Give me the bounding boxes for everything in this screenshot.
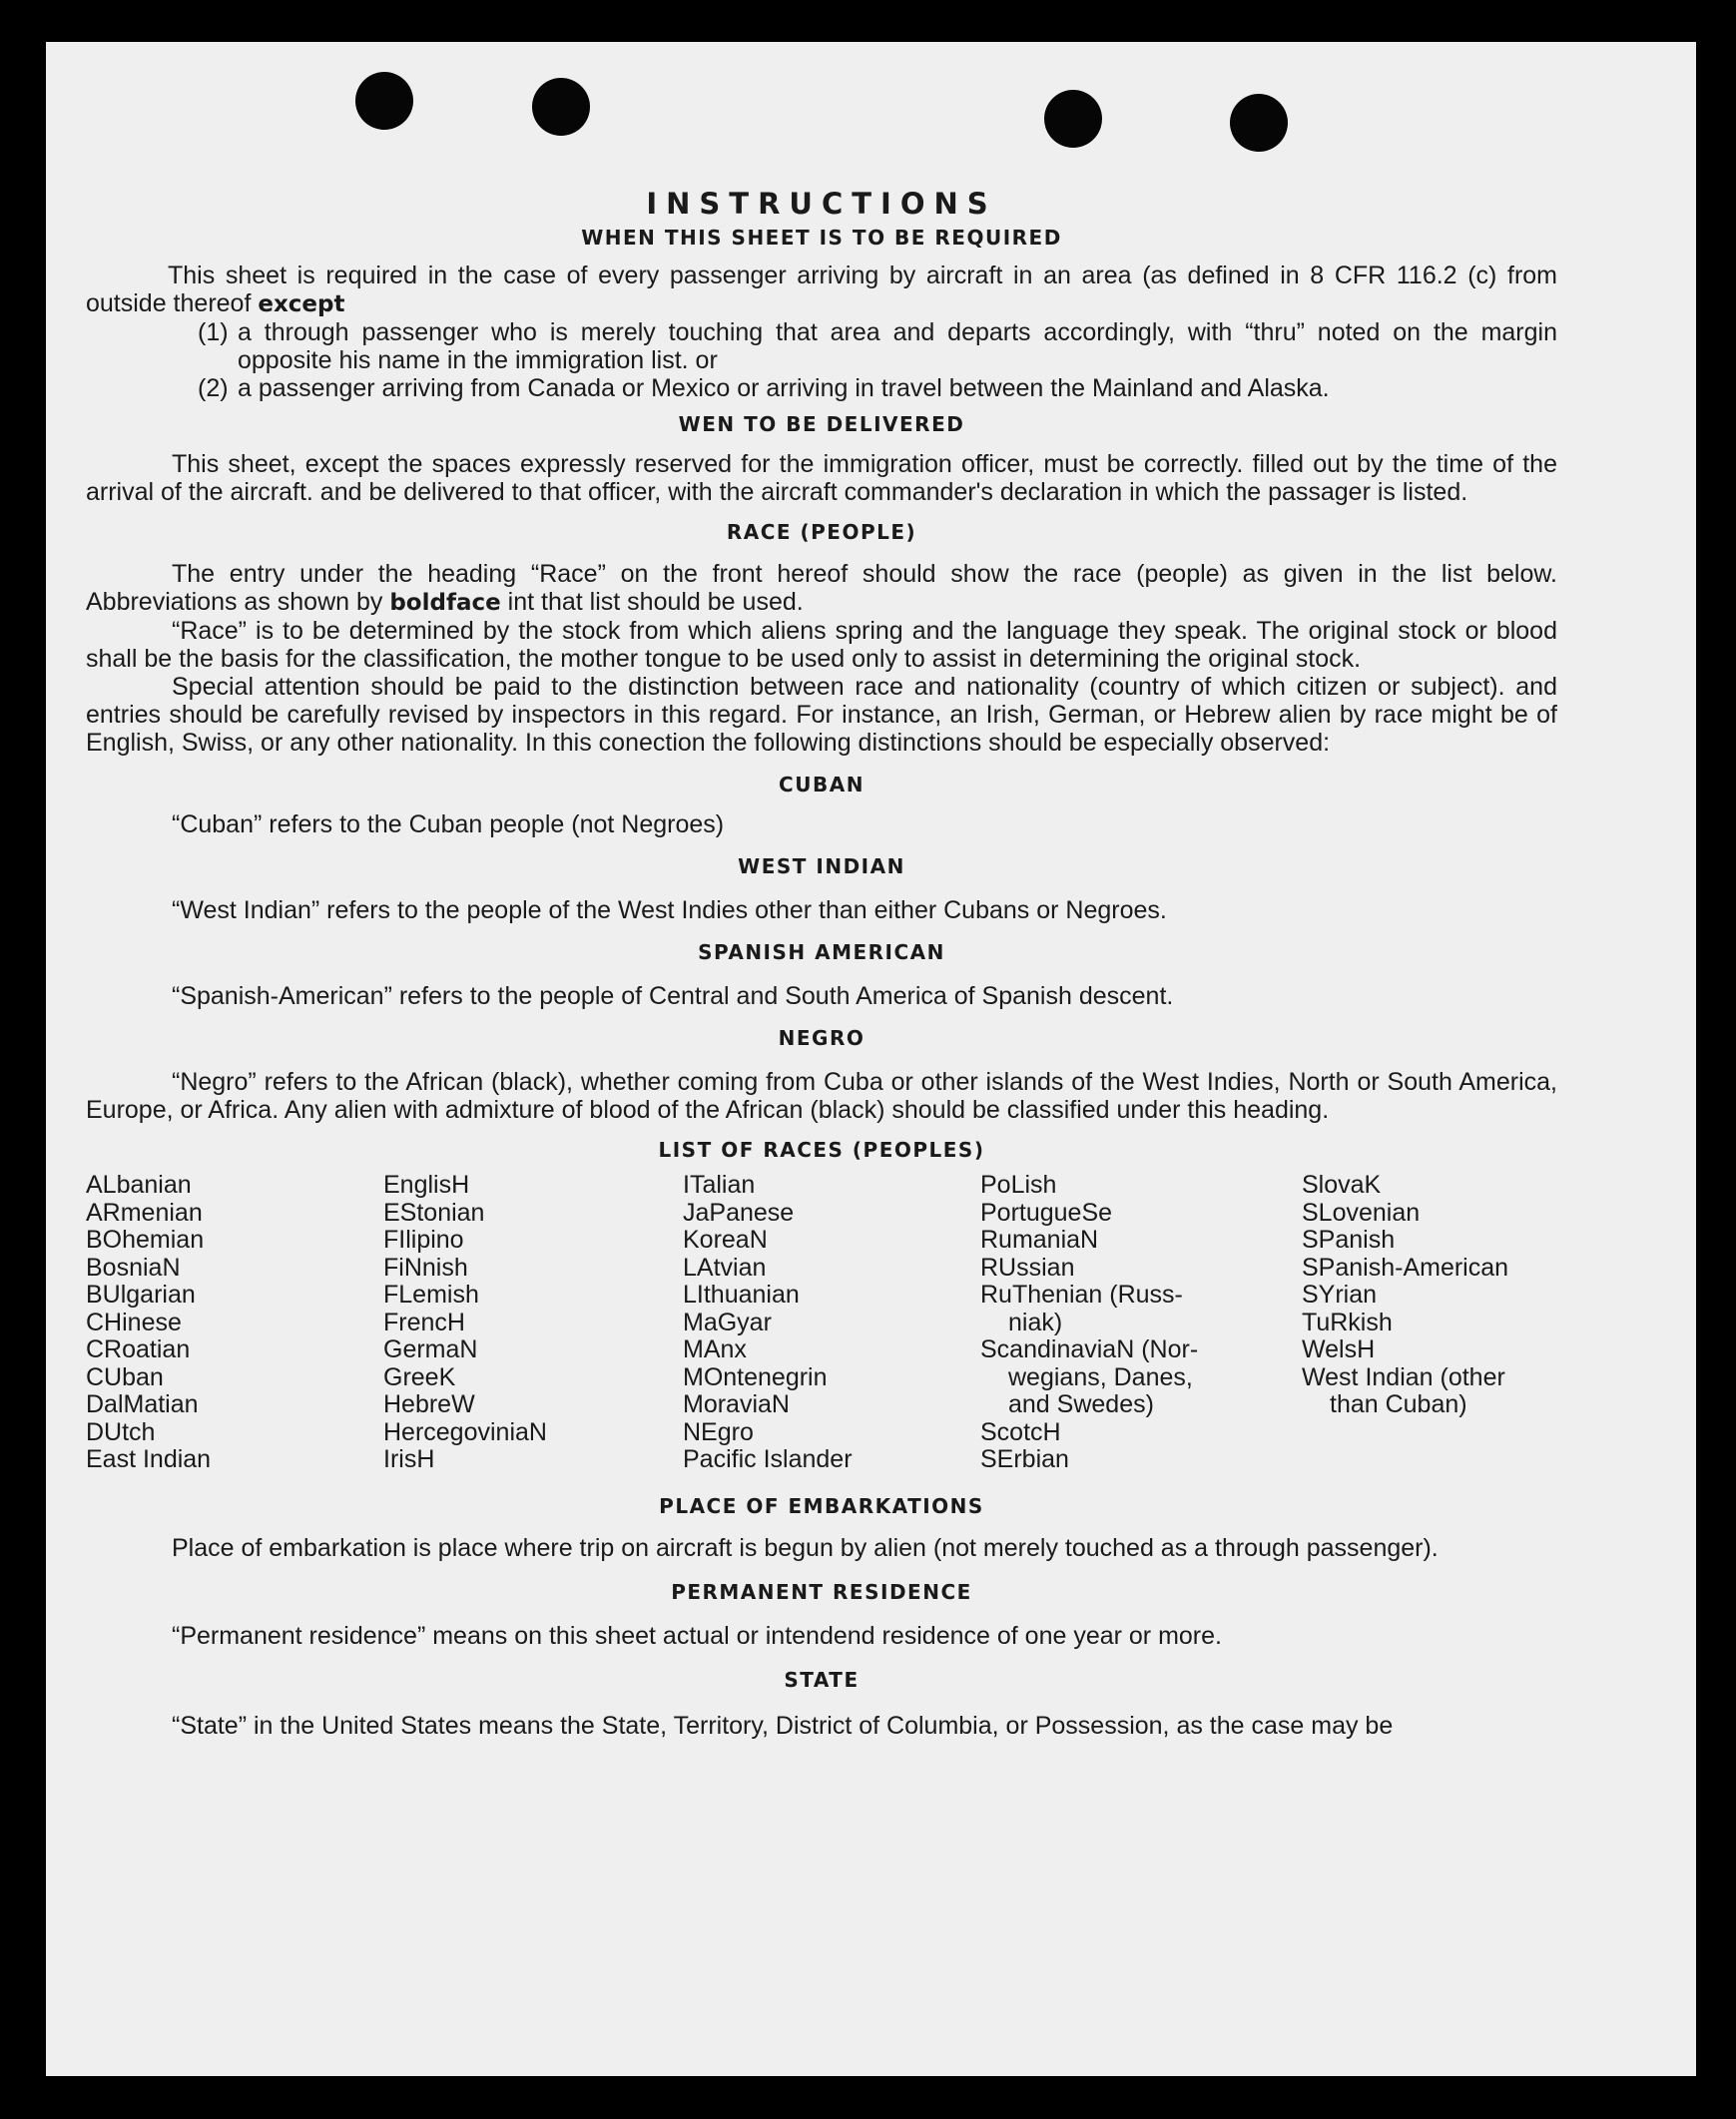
race-item: EStonian: [383, 1198, 485, 1227]
race-item: JaPanese: [683, 1198, 795, 1227]
residence-text: “Permanent residence” means on this sheet actual or intendend residence of one year or more.: [172, 1621, 1222, 1650]
heading-when-required: WHEN THIS SHEET IS TO BE REQUIRED: [581, 226, 1062, 250]
race-item: IrisH: [383, 1445, 435, 1473]
race-item: HercegoviniaN: [383, 1417, 547, 1446]
heading-embarkation: PLACE OF EMBARKATIONS: [659, 1493, 984, 1518]
race-item: KoreaN: [683, 1226, 768, 1254]
race-item: GreeK: [383, 1362, 456, 1391]
race-item: PoLish: [980, 1171, 1057, 1199]
race-item: ITalian: [683, 1171, 756, 1199]
race-item: MAnx: [683, 1335, 747, 1363]
list-item: [86, 318, 1557, 374]
race-item: RUssian: [980, 1253, 1075, 1282]
race-item: ScandinaviaN (Nor-: [980, 1335, 1199, 1363]
when-required-text: This sheet is required in the case of every passenger arriving by aircraft in an area (as defined in 8 CFR 116.2 (c) from outside thereof: [86, 262, 1557, 317]
race-paragraph-3: Special attention should be paid to the distinction between race and nationality (country of which citizen or subject). and entries should be carefully revised by inspectors in this regard. For instance, an Irish, German, or Hebrew alien by race might be of English, Swiss, or any other nationality. In this conection the following distinctions should be especially observed:: [86, 673, 1557, 757]
item-number: (2): [198, 374, 229, 402]
heading-residence: PERMANENT RESIDENCE: [671, 1579, 972, 1604]
race-item-continued: than Cuban): [1330, 1390, 1467, 1418]
race-item: CUban: [86, 1362, 164, 1391]
race-item: BOhemian: [86, 1226, 205, 1254]
race-paragraph-1: [86, 560, 1557, 617]
races-list: [86, 1172, 1557, 1474]
race-item: SPanish-American: [1302, 1253, 1509, 1282]
heading-list-of-races: LIST OF RACES (PEOPLES): [658, 1138, 985, 1162]
item-text: a through passenger who is merely touching that area and departs accordingly, with “thru” noted on the margin opposite his name in the immigration list. or: [238, 318, 1557, 374]
race-paragraph-2: “Race” is to be determined by the stock from which aliens spring and the language they speak. The original stock or blood shall be the basis for the classification, the mother tongue to be used only to assist in determining the original stock.: [86, 617, 1557, 673]
race-item: EnglisH: [383, 1171, 470, 1199]
race-item: PortugueSe: [980, 1198, 1113, 1227]
race-item: LIthuanian: [683, 1281, 800, 1309]
west-indian-text: “West Indian” refers to the people of the West Indies other than either Cubans or Negroes.: [172, 896, 1167, 924]
delivered-text: This sheet, except the spaces expressly reserved for the immigration officer, must be correctly. filled out by the time of the arrival of the aircraft. and be delivered to that officer, with the aircraft commander's declaration in which the passager is listed.: [86, 450, 1557, 506]
race-item-continued: and Swedes): [1008, 1390, 1154, 1418]
race-item: MoraviaN: [683, 1390, 790, 1418]
race-item: MOntenegrin: [683, 1362, 828, 1391]
punch-hole: [532, 78, 590, 136]
race-p1-text: The entry under the heading “Race” on the front hereof should show the race (people) as given in the list below. Abbreviations as shown by: [86, 560, 1557, 616]
race-item: ALbanian: [86, 1171, 192, 1199]
negro-text: “Negro” refers to the African (black), whether coming from Cuba or other islands of the West Indies, North or South America, Europe, or Africa. Any alien with admixture of blood of the African (black) should be classified under this heading.: [86, 1068, 1557, 1124]
list-item: [86, 374, 1557, 402]
race-item: WelsH: [1302, 1335, 1376, 1363]
embarkation-text: Place of embarkation is place where trip on aircraft is begun by alien (not merely touched as a through passenger).: [172, 1533, 1439, 1562]
race-item: FrencH: [383, 1308, 465, 1336]
heading-west-indian: WEST INDIAN: [738, 854, 905, 878]
race-item: GermaN: [383, 1335, 478, 1363]
heading-spanish-american: SPANISH AMERICAN: [698, 940, 945, 964]
cuban-text: “Cuban” refers to the Cuban people (not Negroes): [172, 810, 725, 838]
races-column-1: [86, 1172, 383, 1474]
race-item: MaGyar: [683, 1308, 772, 1336]
page-title: INSTRUCTIONS: [646, 187, 997, 221]
race-item: CRoatian: [86, 1335, 191, 1363]
race-item: RumaniaN: [980, 1226, 1099, 1254]
heading-negro: NEGRO: [778, 1026, 866, 1050]
race-item: East Indian: [86, 1445, 212, 1473]
punch-hole: [1044, 90, 1102, 148]
heading-delivered: WEN TO BE DELIVERED: [678, 412, 965, 436]
race-item: SLovenian: [1302, 1198, 1421, 1227]
race-item: BUlgarian: [86, 1281, 196, 1309]
item-text: a passenger arriving from Canada or Mexico or arriving in travel between the Mainland and Alaska.: [238, 374, 1330, 402]
races-column-5: [1302, 1172, 1557, 1474]
race-item-continued: niak): [1008, 1308, 1063, 1336]
races-column-3: [683, 1172, 980, 1474]
except-word: except: [258, 291, 345, 317]
race-item: West Indian (other: [1302, 1362, 1505, 1391]
race-item: FLemish: [383, 1281, 479, 1309]
punch-hole: [1230, 94, 1288, 152]
item-number: (1): [198, 318, 229, 346]
race-item: SPanish: [1302, 1226, 1396, 1254]
spanish-american-text: “Spanish-American” refers to the people of Central and South America of Spanish descent.: [172, 982, 1174, 1010]
races-column-4: [980, 1172, 1302, 1474]
race-item: LAtvian: [683, 1253, 767, 1282]
race-item: BosniaN: [86, 1253, 181, 1282]
race-item: DalMatian: [86, 1390, 199, 1418]
race-item: CHinese: [86, 1308, 182, 1336]
races-column-2: [383, 1172, 683, 1474]
race-item: Pacific Islander: [683, 1445, 853, 1473]
race-item: NEgro: [683, 1417, 754, 1446]
race-item: HebreW: [383, 1390, 475, 1418]
race-item: ARmenian: [86, 1198, 203, 1227]
race-item: SYrian: [1302, 1281, 1378, 1309]
heading-race: RACE (PEOPLE): [726, 520, 917, 544]
state-text: “State” in the United States means the State, Territory, District of Columbia, or Possession, as the case may be: [172, 1711, 1394, 1740]
race-item: ScotcH: [980, 1417, 1061, 1446]
race-item-continued: wegians, Danes,: [1008, 1362, 1193, 1391]
boldface-word: boldface: [389, 590, 501, 616]
heading-cuban: CUBAN: [779, 773, 865, 796]
race-item: DUtch: [86, 1417, 156, 1446]
race-item: FIlipino: [383, 1226, 464, 1254]
instructions-content: [86, 182, 1557, 1740]
race-item: SlovaK: [1302, 1171, 1382, 1199]
race-item: SErbian: [980, 1445, 1069, 1473]
punch-hole: [355, 72, 413, 130]
race-item: FiNnish: [383, 1253, 468, 1282]
race-p1-end: int that list should be used.: [507, 588, 804, 616]
heading-state: STATE: [784, 1667, 860, 1692]
race-item: TuRkish: [1302, 1308, 1393, 1336]
race-item: RuThenian (Russ-: [980, 1281, 1183, 1309]
when-required-intro: [86, 262, 1557, 318]
